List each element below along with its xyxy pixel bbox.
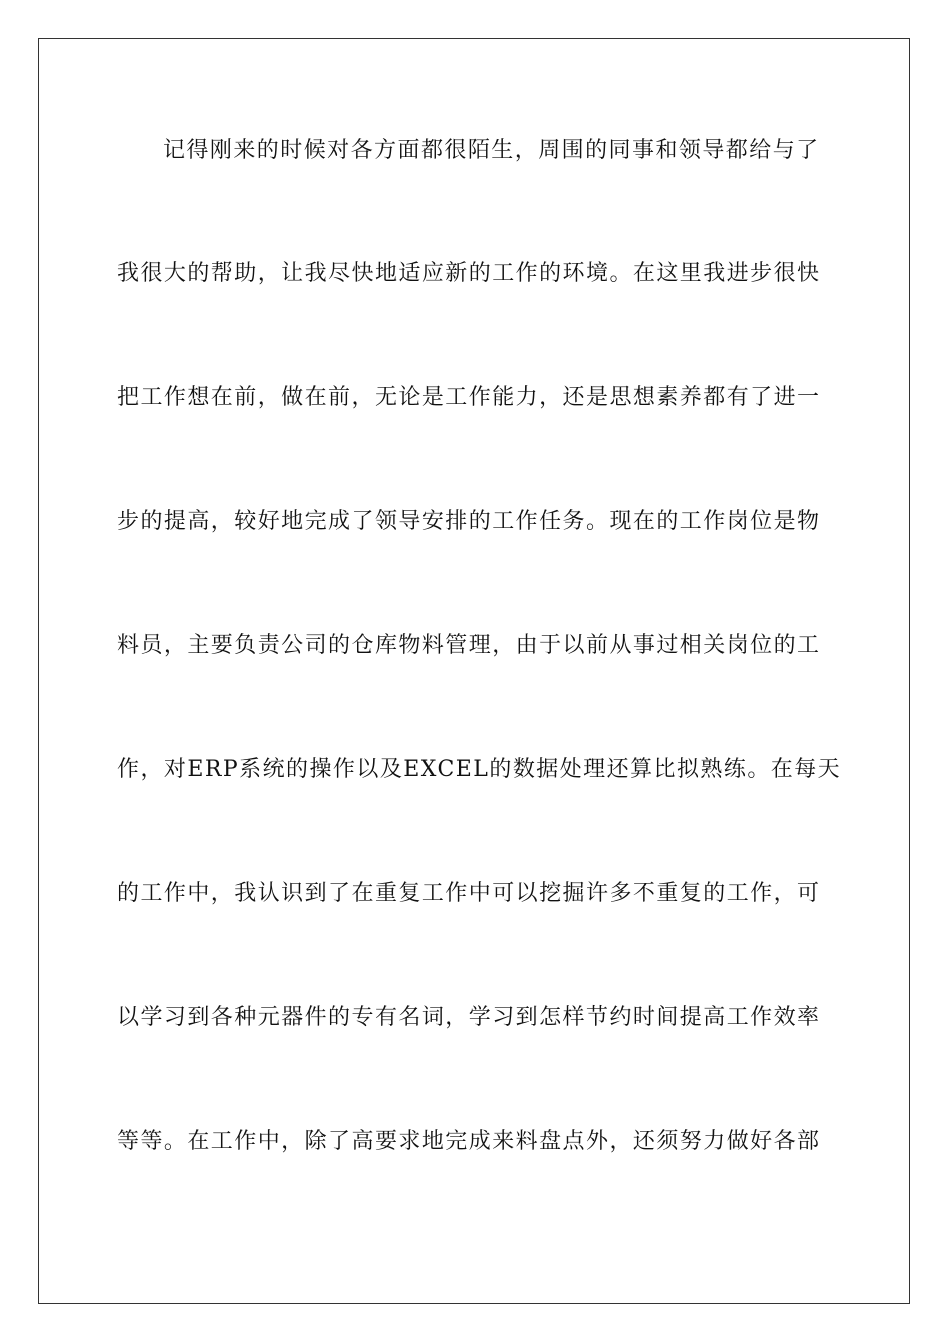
paragraph-line: 等等。在工作中，除了高要求地完成来料盘点外，还须努力做好各部 <box>117 1129 821 1154</box>
page-frame <box>38 38 910 1304</box>
paragraph-line: 料员，主要负责公司的仓库物料管理，由于以前从事过相关岗位的工 <box>117 633 821 658</box>
paragraph-line: 作，对ERP系统的操作以及EXCEL的数据处理还算比拟熟练。在每天 <box>117 757 842 782</box>
paragraph-line: 步的提高，较好地完成了领导安排的工作任务。现在的工作岗位是物 <box>117 509 821 534</box>
paragraph-line: 以学习到各种元器件的专有名词，学习到怎样节约时间提高工作效率 <box>117 1005 821 1030</box>
paragraph-line: 我很大的帮助，让我尽快地适应新的工作的环境。在这里我进步很快 <box>117 261 821 286</box>
paragraph-line: 的工作中，我认识到了在重复工作中可以挖掘许多不重复的工作，可 <box>117 881 821 906</box>
paragraph-line: 把工作想在前，做在前，无论是工作能力，还是思想素养都有了进一 <box>117 385 821 410</box>
paragraph-line: 记得刚来的时候对各方面都很陌生，周围的同事和领导都给与了 <box>163 138 820 163</box>
